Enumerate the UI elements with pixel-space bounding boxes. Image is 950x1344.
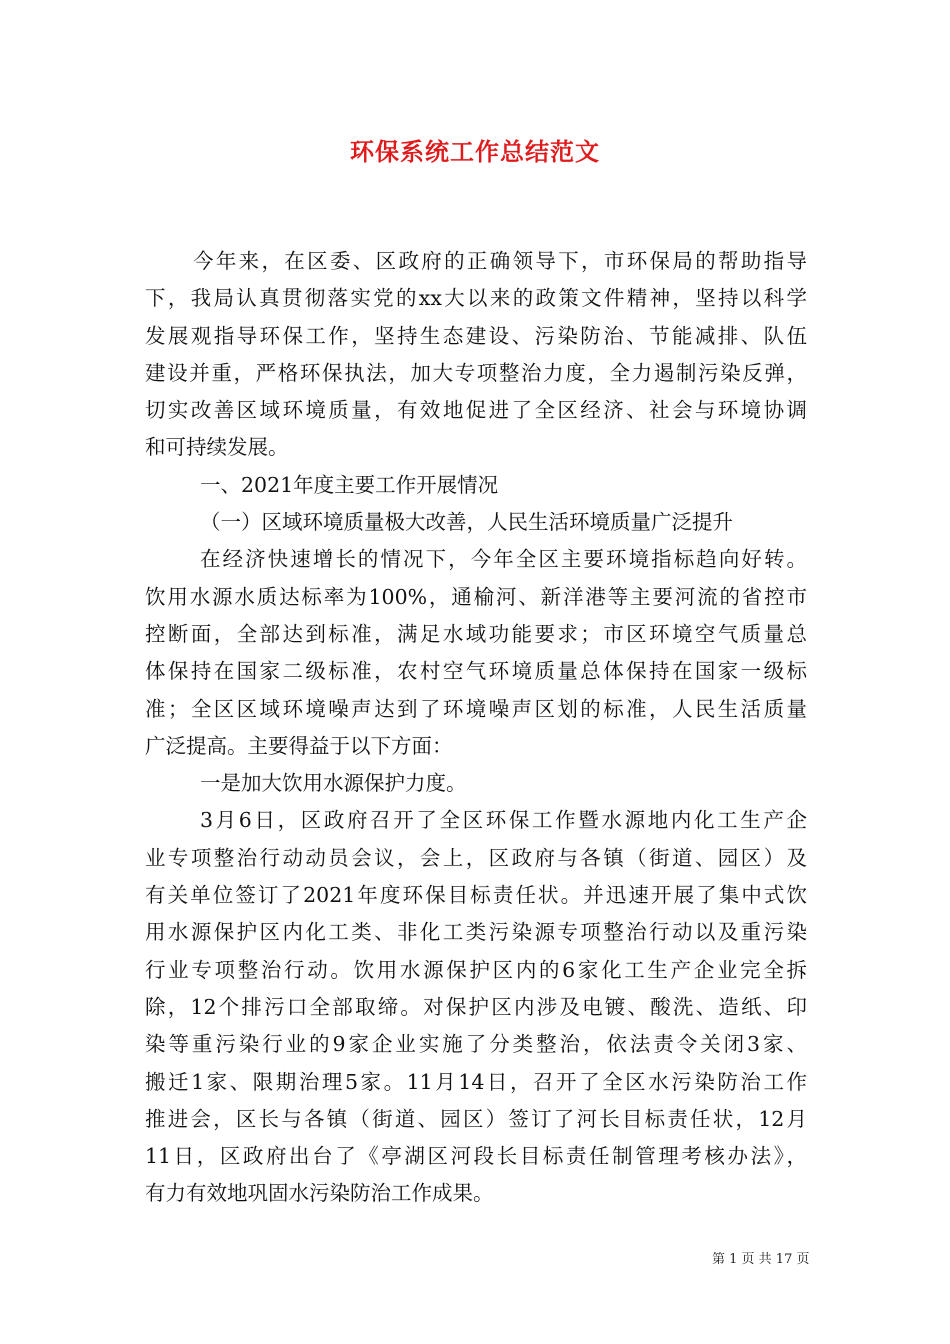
paragraph-line: 一是加大饮用水源保护力度。 <box>200 771 467 796</box>
paragraph-line: 准；全区区域环境噪声达到了环境噪声区划的标准，人民生活质量 <box>145 696 807 721</box>
paragraph-line: 11日，区政府出台了《亭湖区河段长目标责任制管理考核办法》， <box>145 1144 807 1169</box>
paragraph-line: 切实改善区域环境质量，有效地促进了全区经济、社会与环境协调 <box>145 398 807 423</box>
paragraph-line: 除，12个排污口全部取缔。对保护区内涉及电镀、酸洗、造纸、印 <box>145 994 807 1019</box>
paragraph-line: 推进会，区长与各镇（街道、园区）签订了河长目标责任状，12月 <box>145 1106 807 1131</box>
paragraph-line: 3月6日，区政府召开了全区环保工作暨水源地内化工生产企 <box>200 808 807 833</box>
paragraph-line: 发展观指导环保工作，坚持生态建设、污染防治、节能减排、队伍 <box>145 323 807 348</box>
paragraph-line: 搬迁1家、限期治理5家。11月14日，召开了全区水污染防治工作 <box>145 1069 807 1094</box>
paragraph-line: 下，我局认真贯彻落实党的xx大以来的政策文件精神，坚持以科学 <box>145 286 807 311</box>
paragraph-line: 建设并重，严格环保执法，加大专项整治力度，全力遏制污染反弹， <box>145 360 807 385</box>
paragraph-line: 今年来，在区委、区政府的正确领导下，市环保局的帮助指导 <box>193 249 807 273</box>
document-body <box>145 243 807 1213</box>
paragraph-line: 控断面，全部达到标准，满足水域功能要求；市区环境空气质量总 <box>145 621 807 646</box>
paragraph-line: 用水源保护区内化工类、非化工类污染源专项整治行动以及重污染 <box>145 920 807 945</box>
page-number: 第 1 页 共 17 页 <box>712 1252 810 1267</box>
document-title: 环保系统工作总结范文 <box>350 137 600 166</box>
paragraph-line: 有关单位签订了2021年度环保目标责任状。并迅速开展了集中式饮 <box>145 883 807 908</box>
paragraph-line: 在经济快速增长的情况下，今年全区主要环境指标趋向好转。 <box>200 547 807 572</box>
paragraph-line: 一、2021年度主要工作开展情况 <box>200 472 499 497</box>
paragraph-line: 饮用水源水质达标率为100%，通榆河、新洋港等主要河流的省控市 <box>145 584 807 609</box>
paragraph-line: （一）区域环境质量极大改善，人民生活环境质量广泛提升 <box>200 510 733 535</box>
paragraph-line: 广泛提高。主要得益于以下方面： <box>145 733 453 758</box>
paragraph-line: 行业专项整治行动。饮用水源保护区内的6家化工生产企业完全拆 <box>145 957 807 982</box>
paragraph-line: 有力有效地巩固水污染防治工作成果。 <box>145 1181 494 1206</box>
paragraph-line: 体保持在国家二级标准，农村空气环境质量总体保持在国家一级标 <box>145 659 807 684</box>
paragraph-line: 染等重污染行业的9家企业实施了分类整治，依法责令关闭3家、 <box>145 1032 807 1057</box>
paragraph-line: 和可持续发展。 <box>145 435 289 460</box>
paragraph-line: 业专项整治行动动员会议，会上，区政府与各镇（街道、园区）及 <box>145 845 807 870</box>
